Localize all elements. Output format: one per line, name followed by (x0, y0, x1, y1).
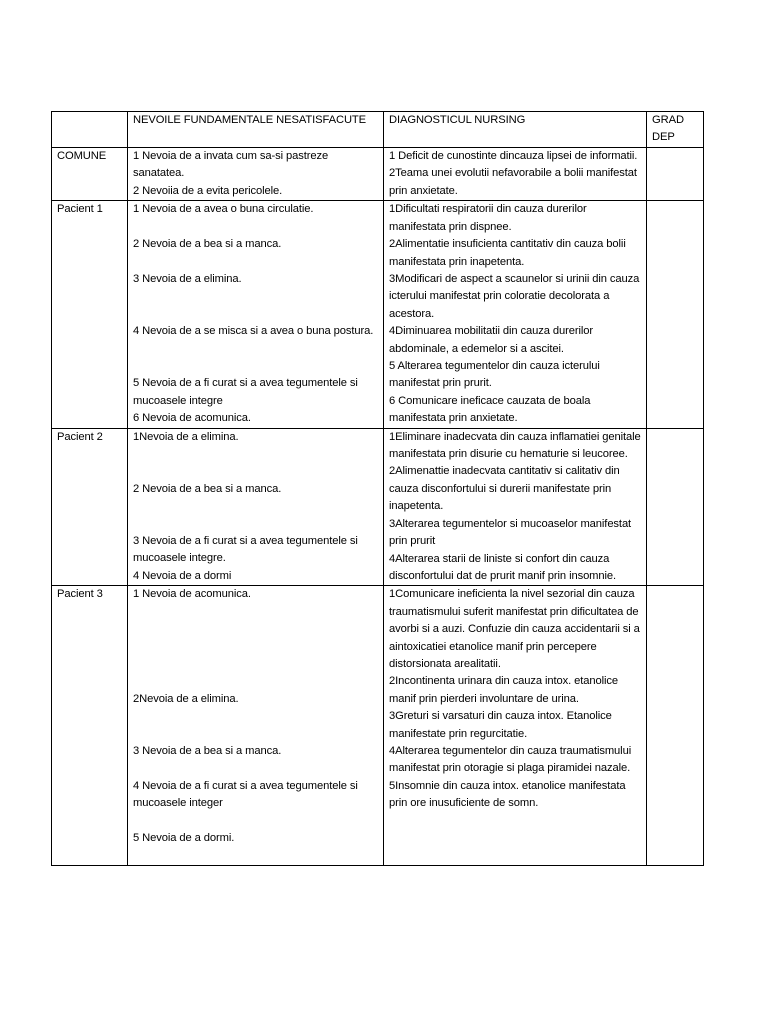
header-nevoi: NEVOILE FUNDAMENTALE NESATISFACUTE (128, 112, 384, 148)
diagnostic-item: 3Greturi si varsaturi din cauza intox. Etanolice manifestate prin regurcitatie. (389, 710, 612, 740)
diagnostic-item: 1Eliminare inadecvata din cauza inflamatiei genitale manifestata prin disurie cu hematurie si leucoree. (389, 430, 641, 461)
diagnostic-item: 2Incontinenta urinara din cauza intox. etanolice manif prin pierderi involuntare de urina. (389, 675, 619, 705)
nevoie-item: 2 Nevoiia de a evita pericolele. (133, 185, 283, 197)
nevoi-cell (128, 148, 384, 201)
diagnostic-item: 1 Deficit de cunostinte dincauza lipsei de informatii. (389, 150, 638, 162)
diagnostic-item: 6 Comunicare ineficace cauzata de boala manifestata prin anxietate. (389, 394, 591, 425)
grad-cell (647, 148, 704, 201)
diagnostic-item: 2Alimenattie inadecvata cantitativ si calitativ din cauza disconfortului si durerii manifestate prin inapetenta. (389, 465, 620, 513)
nevoie-item: 1 Nevoia de a avea o buna circulatie. (133, 203, 314, 216)
nevoi-cell (128, 428, 384, 586)
diagnostic-item: 3Modificari de aspect a scaunelor si urinii din cauza icterului manifestat prin coloratie decolorata a acestora. (389, 273, 640, 320)
table-header-row (52, 112, 704, 148)
nevoie-item: 3 Nevoia de a bea si a manca. (133, 744, 282, 757)
diagnostic-item: 5Insomnie din cauza intox. etanolice manifestata prin ore inusuficiente de somn. (389, 779, 626, 810)
row-label-text: Pacient 3 (57, 588, 103, 601)
row-label (52, 586, 128, 865)
table-row-comune (52, 148, 704, 201)
grad-cell (647, 586, 704, 865)
nevoie-item: 5 Nevoia de a dormi. (133, 831, 235, 844)
diagnostic-item: 1Comunicare ineficienta la nivel sezorial din cauza traumatismului suferit manifestat prin dificultatea de avorbi si a auzi. Confuzie din cauza accidentarii si a aintoxicatiei etanolice manif prin percepere distorsionata arealitatii. (389, 588, 640, 670)
row-label (52, 148, 128, 201)
diagnostic-item: 2Teama unei evolutii nefavorabile a bolii manifestat prin anxietate. (389, 167, 637, 197)
diagnostic-cell (384, 428, 647, 586)
header-grad-dep: GRAD DEP (647, 112, 704, 148)
row-label-text: Pacient 2 (57, 430, 103, 443)
nevoie-item: 2 Nevoia de a bea si a manca. (133, 482, 282, 495)
row-label-text: Pacient 1 (57, 203, 103, 216)
nursing-care-table (51, 111, 704, 866)
nevoie-item: 3 Nevoia de a fi curat si a avea tegumentele si mucoasele integre. (133, 535, 358, 565)
nevoie-item: 4 Nevoia de a dormi (133, 569, 232, 582)
header-diagnostic: DIAGNOSTICUL NURSING (384, 112, 647, 148)
grad-cell (647, 201, 704, 428)
table-row-pacient-1 (52, 201, 704, 428)
diagnostic-item: 4Alterarea tegumentelor din cauza traumatismului manifestat prin otoragie si plaga piramidei nazale. (389, 744, 632, 775)
nevoie-item: 1 Nevoia de acomunica. (133, 588, 251, 601)
table-row-pacient-2 (52, 428, 704, 586)
diagnostic-item: 1Dificultati respiratorii din cauza durerilor manifestata prin dispnee. (389, 203, 587, 233)
header-empty-cell (52, 112, 128, 148)
row-label-text: COMUNE (57, 150, 107, 162)
diagnostic-item: 4Diminuarea mobilitatii din cauza durerilor abdominale, a edemelor si a ascitei. (389, 325, 594, 355)
nevoi-cell (128, 586, 384, 865)
nevoie-item: 4 Nevoia de a se misca si a avea o buna postura. (133, 325, 374, 338)
table-row-pacient-3 (52, 586, 704, 865)
diagnostic-item: 5 Alterarea tegumentelor din cauza icterului manifestat prin prurit. (389, 360, 600, 390)
row-label (52, 201, 128, 428)
row-label (52, 428, 128, 586)
diagnostic-item: 3Alterarea tegumentelor si mucoaselor manifestat prin prurit (389, 517, 632, 548)
nevoi-cell (128, 201, 384, 428)
diagnostic-item: 4Alterarea starii de liniste si confort din cauza disconfortului dat de prurit manif prin insomnie. (389, 552, 617, 582)
nevoie-item: 2 Nevoia de a bea si a manca. (133, 238, 282, 251)
nevoie-item: 1Nevoia de a elimina. (133, 430, 239, 443)
diagnostic-cell (384, 586, 647, 865)
diagnostic-item: 2Alimentatie insuficienta cantitativ din cauza bolii manifestata prin inapetenta. (389, 238, 626, 268)
diagnostic-cell (384, 201, 647, 428)
nevoie-item: 3 Nevoia de a elimina. (133, 272, 242, 285)
nevoie-item: 5 Nevoia de a fi curat si a avea tegumentele si mucoasele integre (133, 377, 358, 407)
nevoie-item: 4 Nevoia de a fi curat si a avea tegumentele si mucoasele integer (133, 779, 358, 810)
nevoie-item: 1 Nevoia de a invata cum sa-si pastreze sanatatea. (133, 150, 329, 180)
nevoie-item: 6 Nevoia de acomunica. (133, 412, 251, 425)
diagnostic-cell (384, 148, 647, 201)
grad-cell (647, 428, 704, 586)
nevoie-item: 2Nevoia de a elimina. (133, 692, 239, 705)
